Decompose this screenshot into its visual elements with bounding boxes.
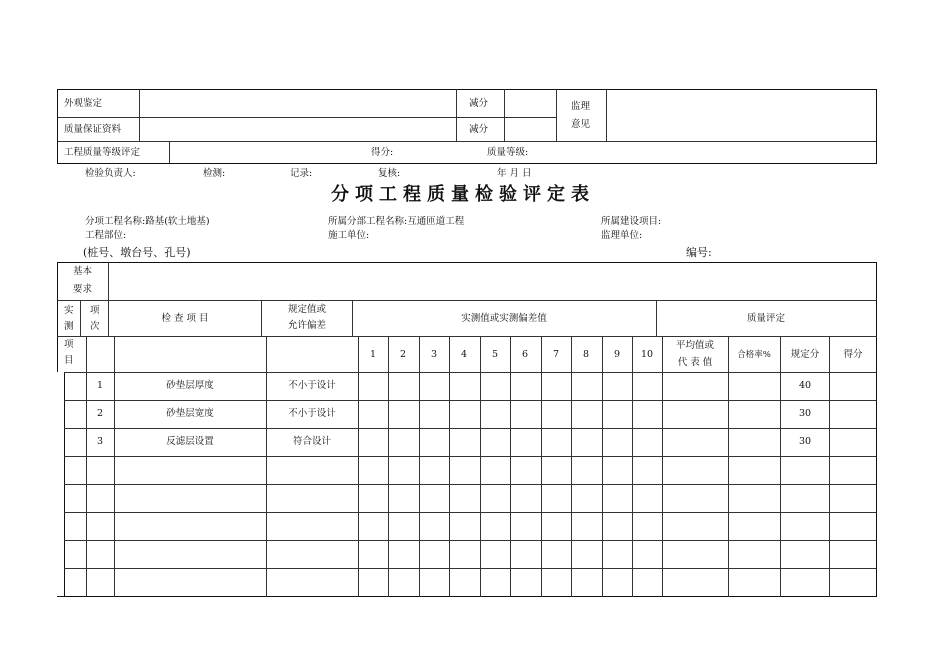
deduct-label-1: 减分 [469,98,489,109]
quality-header: 质量评定 [746,313,786,324]
basic-req-label: 基本 [73,266,93,277]
row-no: 2 [96,408,104,419]
actual-label-1: 实 [64,305,74,316]
row-points: 40 [798,380,812,391]
supervision-label: 监理 [571,101,591,112]
row-item: 反滤层设置 [166,436,214,447]
score-header: 得分 [843,349,863,360]
col-9: 9 [613,349,621,360]
spec-header-1: 规定值或 [287,304,327,315]
check-item-header: 检 查 项 目 [161,313,209,324]
row-no: 3 [96,436,104,447]
pass-rate-header: 合格率% [737,350,771,360]
actual-label-2: 测 [64,321,74,332]
page-title: 分项工程质量检验评定表 [331,184,595,205]
division-name: 所属分部工程名称:互通匝道工程 [328,216,465,227]
col-2: 2 [399,349,407,360]
grade-label: 质量等级: [487,147,529,158]
spec-header-2: 允许偏差 [287,320,327,331]
contractor-label: 施工单位: [328,230,370,241]
row-item: 砂垫层宽度 [166,408,214,419]
row-spec: 不小于设计 [288,380,336,391]
tester-label: 检测: [203,168,226,179]
item-no-label-1: 项 [90,305,100,316]
row-spec: 符合设计 [292,436,332,447]
reviewer-label: 复核: [378,168,401,179]
basic-req-label-2: 要求 [73,284,93,295]
col-8: 8 [582,349,590,360]
appearance-label: 外观鉴定 [64,98,103,109]
construction-item: 所属建设项目: [601,216,662,227]
avg-header-2: 代 表 值 [677,357,713,368]
row-points: 30 [798,408,812,419]
project-label-2: 目 [64,355,74,366]
grade-eval-label: 工程质量等级评定 [64,147,141,158]
row-spec: 不小于设计 [288,408,336,419]
avg-header-1: 平均值或 [675,340,715,351]
inspector-label: 检验负责人: [85,168,136,179]
deduct-label-2: 减分 [469,124,489,135]
form-number-label: 编号: [686,246,712,259]
measured-header: 实测值或实测偏差值 [461,313,547,324]
col-5: 5 [491,349,499,360]
row-item: 砂垫层厚度 [166,380,214,391]
row-points: 30 [798,436,812,447]
recorder-label: 记录: [290,168,313,179]
supervisor-label: 监理单位: [601,230,643,241]
quality-doc-label: 质量保证资料 [64,124,122,135]
row-no: 1 [96,380,104,391]
station-label: (桩号、墩台号、孔号) [83,246,191,259]
project-label-1: 项 [64,339,74,350]
col-3: 3 [430,349,438,360]
col-10: 10 [640,349,654,360]
col-6: 6 [521,349,529,360]
col-4: 4 [460,349,468,360]
col-7: 7 [552,349,560,360]
supervision-label-2: 意见 [571,119,591,130]
location-label: 工程部位: [85,230,127,241]
item-no-label-2: 次 [90,321,100,332]
sub-project-name: 分项工程名称:路基(软土地基) [85,216,210,227]
col-1: 1 [369,349,377,360]
date-label: 年 月 日 [497,168,532,179]
score-label: 得分: [371,147,394,158]
spec-score-header: 规定分 [790,349,820,360]
